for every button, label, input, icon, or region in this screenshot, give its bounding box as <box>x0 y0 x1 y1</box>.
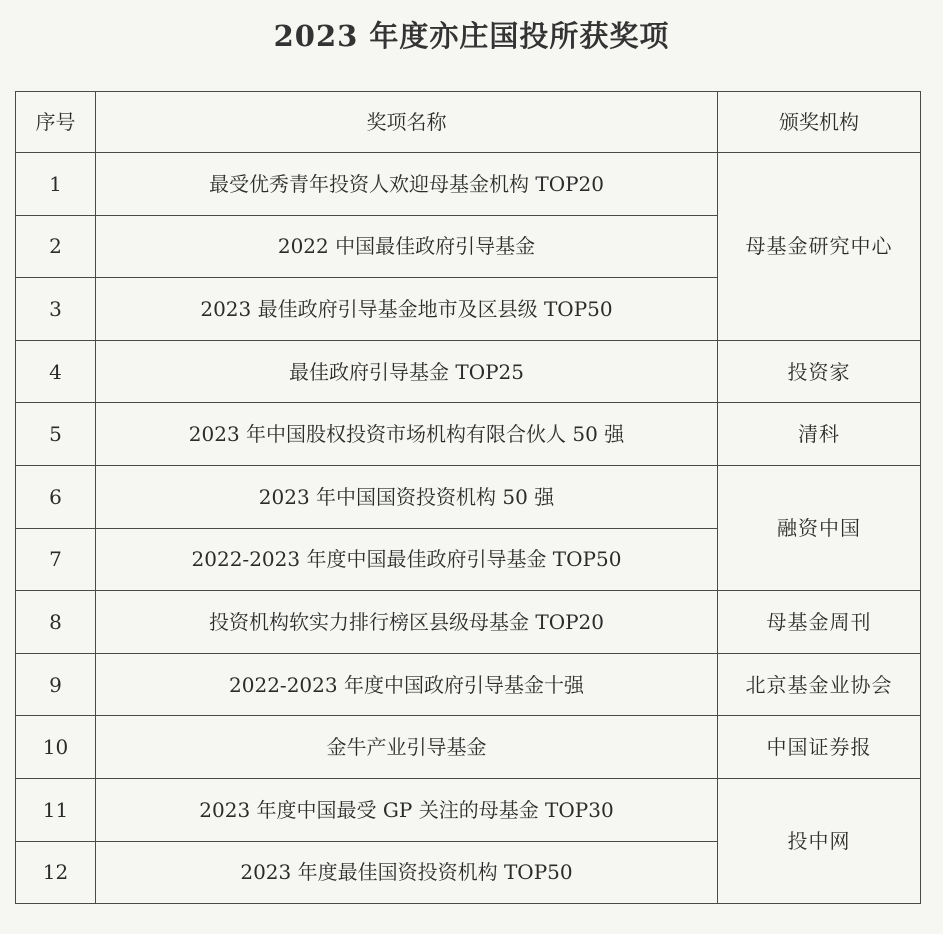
cell-seq: 7 <box>16 528 96 591</box>
cell-organization: 母基金研究中心 <box>718 153 921 341</box>
cell-seq: 10 <box>16 716 96 779</box>
table-row <box>16 778 921 841</box>
cell-seq: 3 <box>16 278 96 341</box>
cell-seq: 4 <box>16 340 96 403</box>
cell-award-name: 2022 中国最佳政府引导基金 <box>96 215 718 278</box>
cell-award-name: 2023 年中国股权投资市场机构有限合伙人 50 强 <box>96 403 718 466</box>
cell-award-name: 2022-2023 年度中国政府引导基金十强 <box>96 653 718 716</box>
cell-award-name: 投资机构软实力排行榜区县级母基金 TOP20 <box>96 591 718 654</box>
cell-organization: 中国证券报 <box>718 716 921 779</box>
table-header-row <box>16 92 921 153</box>
cell-organization: 清科 <box>718 403 921 466</box>
table-row <box>16 403 921 466</box>
cell-seq: 9 <box>16 653 96 716</box>
cell-organization: 投中网 <box>718 778 921 903</box>
table-row <box>16 465 921 528</box>
cell-organization: 母基金周刊 <box>718 591 921 654</box>
cell-award-name: 2023 年度最佳国资投资机构 TOP50 <box>96 841 718 904</box>
awards-table <box>15 91 921 904</box>
table-row <box>16 716 921 779</box>
cell-seq: 6 <box>16 465 96 528</box>
header-organization: 颁奖机构 <box>718 92 921 153</box>
cell-organization: 北京基金业协会 <box>718 653 921 716</box>
cell-organization: 投资家 <box>718 340 921 403</box>
cell-award-name: 2023 年中国国资投资机构 50 强 <box>96 465 718 528</box>
table-row <box>16 653 921 716</box>
cell-award-name: 2023 年度中国最受 GP 关注的母基金 TOP30 <box>96 778 718 841</box>
cell-organization: 融资中国 <box>718 465 921 590</box>
table-row <box>16 153 921 216</box>
header-seq: 序号 <box>16 92 96 153</box>
cell-award-name: 2022-2023 年度中国最佳政府引导基金 TOP50 <box>96 528 718 591</box>
cell-award-name: 最受优秀青年投资人欢迎母基金机构 TOP20 <box>96 153 718 216</box>
header-award-name: 奖项名称 <box>96 92 718 153</box>
cell-seq: 12 <box>16 841 96 904</box>
cell-seq: 1 <box>16 153 96 216</box>
cell-seq: 5 <box>16 403 96 466</box>
cell-seq: 2 <box>16 215 96 278</box>
cell-award-name: 2023 最佳政府引导基金地市及区县级 TOP50 <box>96 278 718 341</box>
page-title: 2023 年度亦庄国投所获奖项 <box>273 19 670 53</box>
cell-award-name: 最佳政府引导基金 TOP25 <box>96 340 718 403</box>
cell-seq: 8 <box>16 591 96 654</box>
table-row <box>16 340 921 403</box>
cell-award-name: 金牛产业引导基金 <box>96 716 718 779</box>
cell-seq: 11 <box>16 778 96 841</box>
table-row <box>16 591 921 654</box>
